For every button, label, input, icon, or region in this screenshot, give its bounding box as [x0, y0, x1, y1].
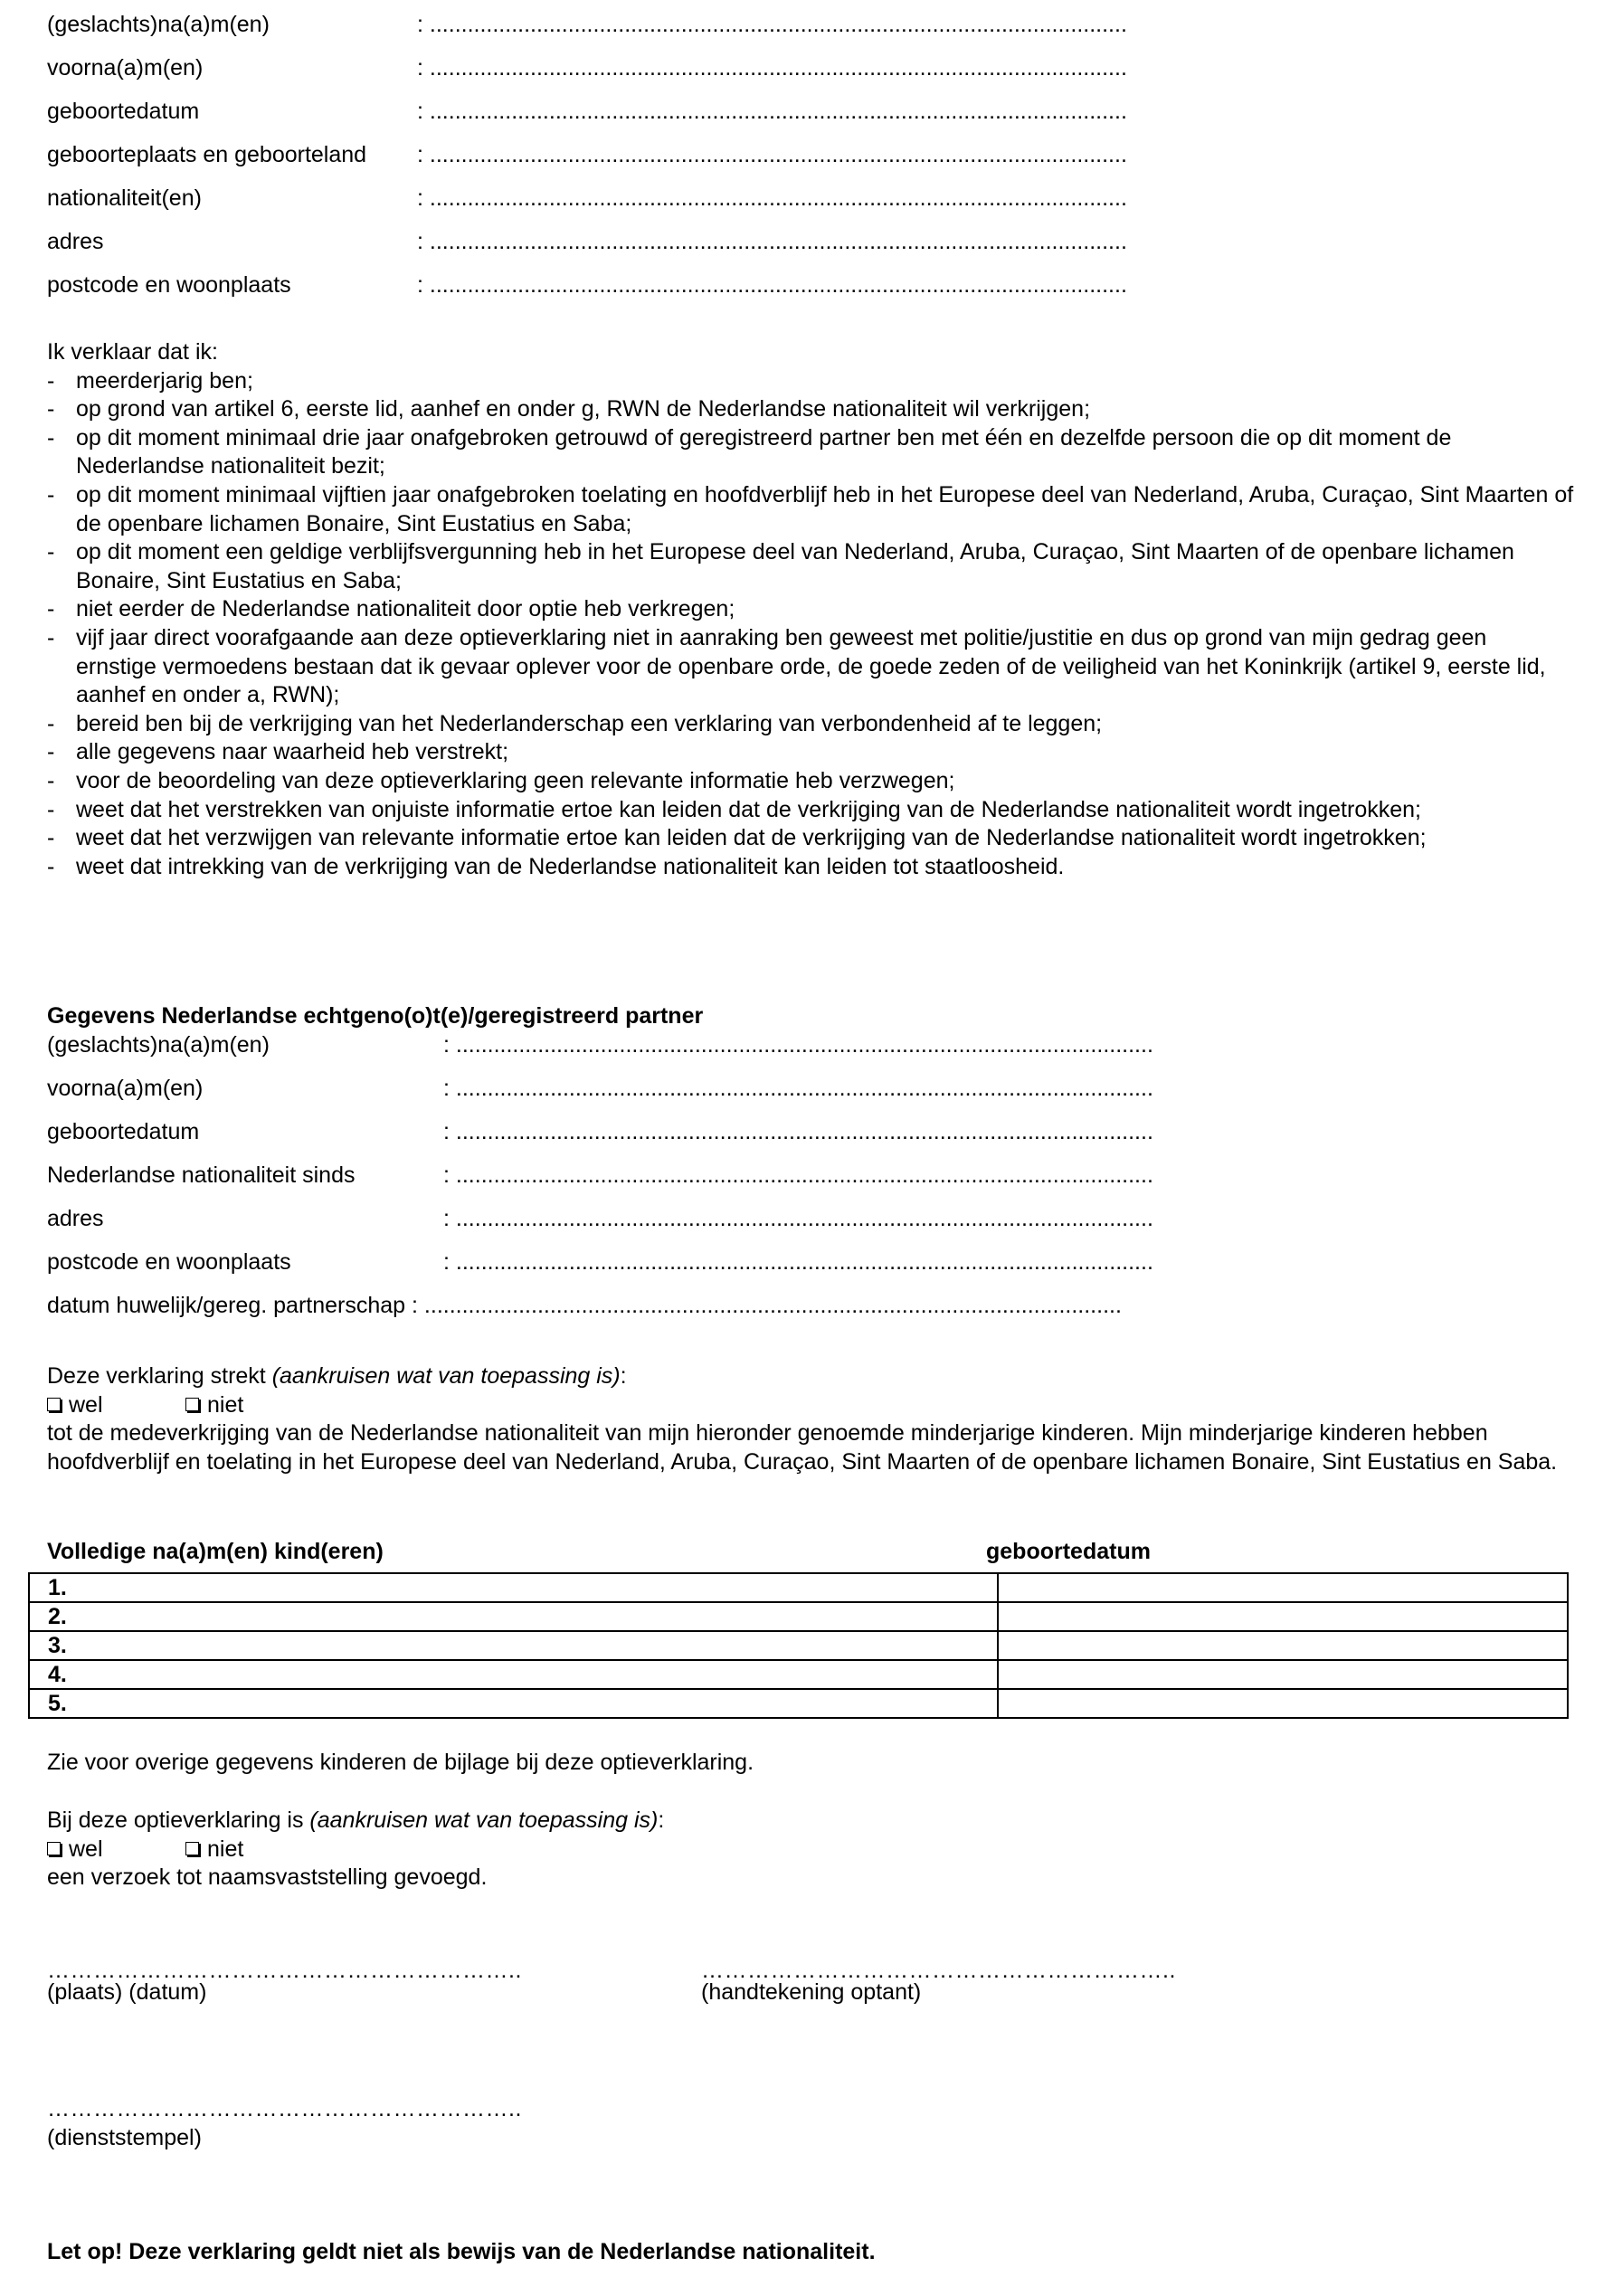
field-postcode[interactable]: : ...............................................................................................................	[417, 272, 1127, 298]
stamp-line[interactable]: ……………………………………………………..	[47, 2096, 522, 2121]
child-birthdate-cell[interactable]	[998, 1660, 1568, 1689]
option-niet[interactable]: niet	[185, 1392, 243, 1418]
children-note: Zie voor overige gegevens kinderen de bijlage bij deze optieverklaring.	[47, 1750, 754, 1775]
child-name-cell[interactable]: 2.	[29, 1602, 998, 1631]
field-surname[interactable]: : ...............................................................................................................	[417, 12, 1127, 37]
partner-field-firstnames[interactable]: : ...............................................................................................................	[443, 1076, 1153, 1101]
checkbox-icon[interactable]	[47, 1842, 61, 1855]
name-request	[47, 1807, 1576, 1893]
children-statement-body: tot de medeverkrijging van de Nederlandse nationaliteit van mijn hieronder genoemde minderjarige kinderen. Mijn minderjarige kinderen hebben hoofdverblijf en toelating in het Europese deel van Nederland, Aruba, Curaçao, Sint Maarten of de openbare lichamen Bonaire, Sint Eustatius en Saba.	[47, 1420, 1558, 1475]
declaration-item: - bereid ben bij de verkrijging van het Nederlanderschap een verklaring van verbondenheid af te leggen;	[47, 710, 1103, 736]
name-request-options	[47, 1836, 1576, 1864]
declaration-item: - op grond van artikel 6, eerste lid, aanhef en onder g, RWN de Nederlandse nationaliteit wil verkrijgen;	[47, 396, 1091, 422]
child-name-cell[interactable]: 3.	[29, 1631, 998, 1660]
children-statement	[47, 1362, 1576, 1476]
partner-field-marriage-date[interactable]: datum huwelijk/gereg. partnerschap : ...............................................................................................................	[47, 1293, 1122, 1318]
name-request-question: Bij deze optieverklaring is (aankruisen wat van toepassing is):	[47, 1807, 665, 1833]
declaration-item: - vijf jaar direct voorafgaande aan deze optieverklaring niet in aanraking ben geweest met politie/justitie en dus op grond van mijn gedrag geen ernstige vermoedens bestaan dat ik gevaar oplever voor de openbare orde, de goede zeden of de veiligheid van het Koninkrijk (artikel 9, eerste lid, aanhef en onder a, RWN);	[47, 624, 1546, 708]
partner-label-postcode: postcode en woonplaats	[47, 1249, 291, 1275]
children-col-name-header: Volledige na(a)m(en) kind(eren)	[47, 1539, 384, 1564]
table-row	[29, 1689, 1568, 1718]
signature-label: (handtekening optant)	[701, 1979, 922, 2005]
children-table	[28, 1572, 1569, 1719]
field-label-postcode: postcode en woonplaats	[47, 272, 291, 298]
partner-field-surname[interactable]: : ...............................................................................................................	[443, 1032, 1153, 1058]
child-birthdate-cell[interactable]	[998, 1573, 1568, 1602]
warning-note: Let op! Deze verklaring geldt niet als bewijs van de Nederlandse nationaliteit.	[47, 2239, 876, 2264]
place-date-line[interactable]: ……………………………………………………..	[47, 1958, 522, 1983]
child-birthdate-cell[interactable]	[998, 1689, 1568, 1718]
option-niet[interactable]: niet	[185, 1836, 243, 1862]
declaration-item: - voor de beoordeling van deze optieverklaring geen relevante informatie heb verzwegen;	[47, 767, 955, 793]
table-row	[29, 1660, 1568, 1689]
field-label-nationality: nationaliteit(en)	[47, 185, 202, 211]
stamp-label: (dienststempel)	[47, 2125, 202, 2150]
declaration-item: - alle gegevens naar waarheid heb verstrekt;	[47, 739, 509, 765]
option-wel[interactable]: wel	[47, 1391, 185, 1420]
place-date-label: (plaats) (datum)	[47, 1979, 207, 2005]
partner-field-address[interactable]: : ...............................................................................................................	[443, 1206, 1153, 1231]
table-row	[29, 1573, 1568, 1602]
checkbox-icon[interactable]	[185, 1842, 199, 1855]
declaration-item: - weet dat het verstrekken van onjuiste informatie ertoe kan leiden dat de verkrijging van de Nederlandse nationaliteit wordt ingetrokken;	[47, 796, 1421, 822]
partner-label-address: adres	[47, 1206, 104, 1231]
partner-field-postcode[interactable]: : ...............................................................................................................	[443, 1249, 1153, 1275]
option-wel[interactable]: wel	[47, 1836, 185, 1864]
declaration	[47, 338, 1585, 881]
children-options	[47, 1391, 1576, 1420]
child-name-cell[interactable]: 4.	[29, 1660, 998, 1689]
declaration-item: - weet dat intrekking van de verkrijging van de Nederlandse nationaliteit kan leiden tot staatloosheid.	[47, 853, 1065, 879]
field-address[interactable]: : ...............................................................................................................	[417, 229, 1127, 254]
field-label-firstnames: voorna(a)m(en)	[47, 55, 204, 81]
field-label-address: adres	[47, 229, 104, 254]
table-row	[29, 1631, 1568, 1660]
declaration-item: - weet dat het verzwijgen van relevante informatie ertoe kan leiden dat de verkrijging van de Nederlandse nationaliteit wordt ingetrokken;	[47, 825, 1427, 851]
field-nationality[interactable]: : ...............................................................................................................	[417, 185, 1127, 211]
declaration-item: - meerderjarig ben;	[47, 367, 253, 394]
partner-label-surname: (geslachts)na(a)m(en)	[47, 1032, 270, 1058]
child-name-cell[interactable]: 5.	[29, 1689, 998, 1718]
field-label-birthplace: geboorteplaats en geboorteland	[47, 142, 367, 167]
children-col-birthdate-header: geboortedatum	[986, 1539, 1151, 1564]
children-statement-question: Deze verklaring strekt (aankruisen wat van toepassing is):	[47, 1363, 627, 1389]
checkbox-icon[interactable]	[185, 1398, 199, 1411]
field-firstnames[interactable]: : ...............................................................................................................	[417, 55, 1127, 81]
name-request-body: een verzoek tot naamsvaststelling gevoegd.	[47, 1864, 488, 1891]
partner-field-birthdate[interactable]: : ...............................................................................................................	[443, 1119, 1153, 1144]
field-birthplace[interactable]: : ...............................................................................................................	[417, 142, 1127, 167]
child-birthdate-cell[interactable]	[998, 1602, 1568, 1631]
declaration-item: - niet eerder de Nederlandse nationaliteit door optie heb verkregen;	[47, 596, 735, 622]
field-birthdate[interactable]: : ...............................................................................................................	[417, 99, 1127, 124]
signature-line[interactable]: ……………………………………………………..	[701, 1958, 1176, 1983]
child-name-cell[interactable]: 1.	[29, 1573, 998, 1602]
declaration-list	[47, 367, 1585, 882]
declaration-item: - op dit moment een geldige verblijfsvergunning heb in het Europese deel van Nederland, Aruba, Curaçao, Sint Maarten of de openbare lichamen Bonaire, Sint Eustatius en Saba;	[47, 539, 1514, 593]
partner-label-firstnames: voorna(a)m(en)	[47, 1076, 204, 1101]
partner-label-nationality-since: Nederlandse nationaliteit sinds	[47, 1162, 356, 1188]
partner-label-birthdate: geboortedatum	[47, 1119, 200, 1144]
partner-field-nationality-since[interactable]: : ...............................................................................................................	[443, 1162, 1153, 1188]
checkbox-icon[interactable]	[47, 1398, 61, 1411]
declaration-intro: Ik verklaar dat ik:	[47, 339, 218, 365]
declaration-item: - op dit moment minimaal vijftien jaar onafgebroken toelating en hoofdverblijf heb in het Europese deel van Nederland, Aruba, Curaçao, Sint Maarten of de openbare lichamen Bonaire, Sint Eustatius en Saba;	[47, 481, 1574, 536]
field-label-birthdate: geboortedatum	[47, 99, 200, 124]
child-birthdate-cell[interactable]	[998, 1631, 1568, 1660]
partner-heading: Gegevens Nederlandse echtgeno(o)t(e)/geregistreerd partner	[47, 1003, 704, 1029]
table-row	[29, 1602, 1568, 1631]
field-label-surname: (geslachts)na(a)m(en)	[47, 12, 270, 37]
declaration-item: - op dit moment minimaal drie jaar onafgebroken getrouwd of geregistreerd partner ben met één en dezelfde persoon die op dit moment de Nederlandse nationaliteit bezit;	[47, 424, 1452, 479]
